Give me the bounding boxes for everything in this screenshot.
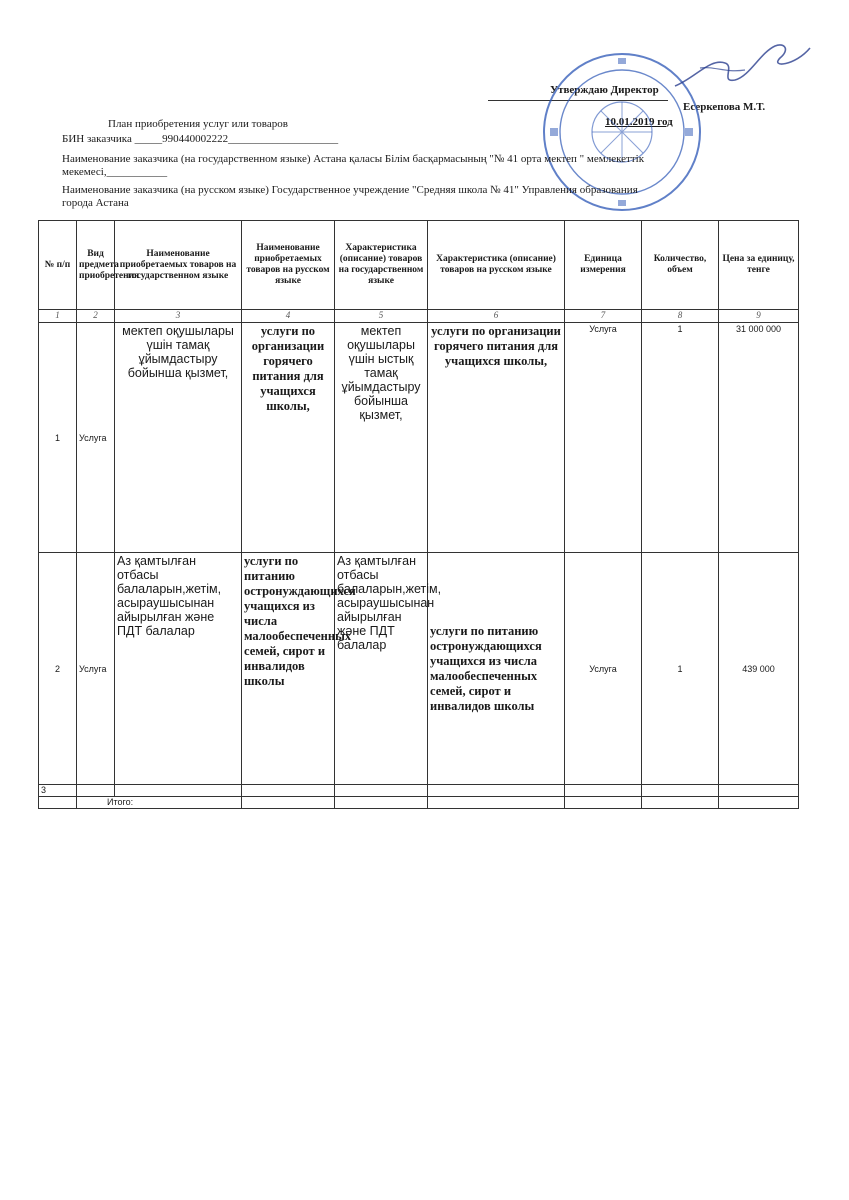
- item-name-ru: услуги по питанию остронуждающихся учащихся из числа малообеспеченных семей, сирот и инвалидов школы: [242, 553, 335, 785]
- customer-kz-line-2: мекемесі,___________: [62, 166, 168, 178]
- header-cell: Характеристика (описание) товаров на русском языке: [428, 221, 565, 310]
- item-desc-ru: услуги по организации горячего питания для учащихся школы,: [428, 323, 565, 553]
- column-number: 9: [719, 310, 799, 323]
- customer-ru-line-2: города Астана: [62, 197, 129, 209]
- quantity: 1: [642, 323, 719, 553]
- column-number: 5: [335, 310, 428, 323]
- total-row: [39, 797, 799, 809]
- table-row: [39, 553, 799, 785]
- customer-ru-line-1: Наименование заказчика (на русском языке) Государственное учреждение "Средняя школа № 41" Управления образования: [62, 184, 638, 196]
- header-cell: Единица измерения: [565, 221, 642, 310]
- column-number: 4: [242, 310, 335, 323]
- column-number: 6: [428, 310, 565, 323]
- header-cell: Цена за единицу, тенге: [719, 221, 799, 310]
- column-number: 8: [642, 310, 719, 323]
- customer-kz-line-1: Наименование заказчика (на государственном языке) Астана қаласы Білім басқармасының "№ 41 орта мектеп " мемлекеттік: [62, 153, 645, 165]
- item-name-ru: услуги по организации горячего питания для учащихся школы,: [242, 323, 335, 553]
- row-number: 1: [39, 323, 77, 553]
- procurement-plan-table: [38, 220, 799, 809]
- unit-of-measure: Услуга: [565, 323, 642, 553]
- item-name-kz: Аз қамтылған отбасы балаларын,жетім, асыраушысынан айырылған және ПДТ балалар: [115, 553, 242, 785]
- item-desc-kz: мектеп оқушылары үшін ыстық тамақ ұйымдастыру бойынша қызмет,: [335, 323, 428, 553]
- unit-price: 439 000: [719, 553, 799, 785]
- director-name: Есеркепова М.Т.: [683, 101, 766, 113]
- table-row: [39, 785, 799, 797]
- document-title: План приобретения услуг или товаров: [108, 118, 288, 130]
- unit-price: 31 000 000: [719, 323, 799, 553]
- total-label: Итого:: [77, 797, 242, 809]
- table-row: [39, 323, 799, 553]
- header-cell: Наименование приобретаемых товаров на государственном языке: [115, 221, 242, 310]
- bin-line: БИН заказчика _____990440002222____________________: [62, 133, 339, 145]
- item-name-kz: мектеп оқушылары үшін тамақ ұйымдастыру бойынша қызмет,: [115, 323, 242, 553]
- item-desc-ru: услуги по питанию остронуждающихся учащихся из числа малообеспеченных семей, сирот и инвалидов школы: [428, 553, 565, 785]
- item-type: Услуга: [77, 553, 115, 785]
- table-header-row: [39, 221, 799, 310]
- row-number: 3: [39, 785, 77, 797]
- column-number: 2: [77, 310, 115, 323]
- column-number: 7: [565, 310, 642, 323]
- header-cell: Вид предмета приобретения: [77, 221, 115, 310]
- approval-date: 10.01.2019 год: [605, 116, 673, 128]
- row-number: 2: [39, 553, 77, 785]
- header-cell: № п/п: [39, 221, 77, 310]
- header-cell: Наименование приобретаемых товаров на русском языке: [242, 221, 335, 310]
- column-number-row: [39, 310, 799, 323]
- column-number: 3: [115, 310, 242, 323]
- header-cell: Характеристика (описание) товаров на государственном языке: [335, 221, 428, 310]
- director-signature: [665, 38, 815, 98]
- header-cell: Количество, объем: [642, 221, 719, 310]
- approval-title: Утверждаю Директор: [550, 84, 659, 96]
- item-desc-kz: Аз қамтылған отбасы балаларын,жетім, асыраушысынан айырылған және ПДТ балалар: [335, 553, 428, 785]
- item-type: Услуга: [77, 323, 115, 553]
- quantity: 1: [642, 553, 719, 785]
- unit-of-measure: Услуга: [565, 553, 642, 785]
- column-number: 1: [39, 310, 77, 323]
